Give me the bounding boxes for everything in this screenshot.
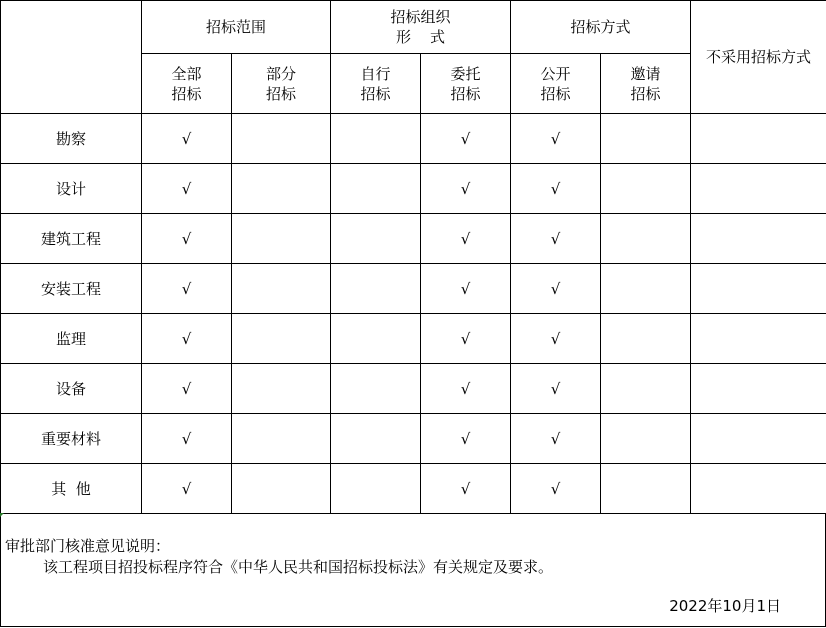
cell-marker xyxy=(0,513,4,517)
empty-cell xyxy=(601,214,691,264)
check-mark: √ xyxy=(550,129,561,148)
empty-cell xyxy=(601,164,691,214)
empty-cell xyxy=(691,164,826,214)
check-mark-cell xyxy=(511,314,601,364)
subheader-self: 自行 招标 xyxy=(331,54,421,114)
check-mark-cell xyxy=(142,114,232,164)
empty-cell xyxy=(331,464,421,514)
check-mark-cell xyxy=(421,164,511,214)
empty-cell xyxy=(331,214,421,264)
check-mark-cell xyxy=(421,464,511,514)
table-row xyxy=(1,314,826,364)
row-label: 设备 xyxy=(1,364,142,414)
empty-cell xyxy=(331,114,421,164)
check-mark: √ xyxy=(460,429,471,448)
row-label: 设计 xyxy=(1,164,142,214)
empty-cell xyxy=(691,414,826,464)
check-mark-cell xyxy=(421,314,511,364)
check-mark-cell xyxy=(142,264,232,314)
table-row xyxy=(1,164,826,214)
row-label: 安装工程 xyxy=(1,264,142,314)
check-mark-cell xyxy=(511,164,601,214)
check-mark: √ xyxy=(181,129,192,148)
check-mark-cell xyxy=(142,364,232,414)
check-mark: √ xyxy=(550,379,561,398)
empty-cell xyxy=(232,414,331,464)
check-mark: √ xyxy=(181,379,192,398)
empty-cell xyxy=(232,314,331,364)
check-mark: √ xyxy=(550,479,561,498)
empty-cell xyxy=(691,214,826,264)
empty-cell xyxy=(691,464,826,514)
check-mark-cell xyxy=(421,414,511,464)
subheader-full: 全部 招标 xyxy=(142,54,232,114)
check-mark-cell xyxy=(511,464,601,514)
table-row xyxy=(1,114,826,164)
corner-cell xyxy=(1,1,142,114)
subheader-partial: 部分 招标 xyxy=(232,54,331,114)
empty-cell xyxy=(691,314,826,364)
empty-cell xyxy=(691,114,826,164)
check-mark-cell xyxy=(511,264,601,314)
empty-cell xyxy=(232,214,331,264)
check-mark-cell xyxy=(511,114,601,164)
row-label: 勘察 xyxy=(1,114,142,164)
empty-cell xyxy=(601,414,691,464)
check-mark: √ xyxy=(460,329,471,348)
check-mark: √ xyxy=(550,229,561,248)
header-scope: 招标范围 xyxy=(142,1,331,54)
empty-cell xyxy=(601,114,691,164)
empty-cell xyxy=(232,114,331,164)
check-mark: √ xyxy=(181,329,192,348)
row-label: 重要材料 xyxy=(1,414,142,464)
empty-cell xyxy=(601,364,691,414)
check-mark-cell xyxy=(142,214,232,264)
note-title: 审批部门核准意见说明： xyxy=(5,537,171,555)
header-organization: 招标组织 形 式 xyxy=(331,1,511,54)
note-date: 2022年10月1日 xyxy=(669,597,781,615)
empty-cell xyxy=(331,164,421,214)
check-mark-cell xyxy=(511,214,601,264)
check-mark: √ xyxy=(460,179,471,198)
empty-cell xyxy=(331,414,421,464)
empty-cell xyxy=(331,264,421,314)
check-mark-cell xyxy=(142,314,232,364)
empty-cell xyxy=(691,264,826,314)
row-label: 监理 xyxy=(1,314,142,364)
subheader-invited: 邀请 招标 xyxy=(601,54,691,114)
check-mark: √ xyxy=(550,179,561,198)
check-mark: √ xyxy=(181,279,192,298)
approval-note xyxy=(0,513,826,627)
empty-cell xyxy=(601,314,691,364)
empty-cell xyxy=(232,264,331,314)
empty-cell xyxy=(601,464,691,514)
subheader-open: 公开 招标 xyxy=(511,54,601,114)
check-mark-cell xyxy=(421,264,511,314)
row-label: 其 他 xyxy=(1,464,142,514)
check-mark: √ xyxy=(181,179,192,198)
check-mark: √ xyxy=(181,429,192,448)
check-mark: √ xyxy=(181,229,192,248)
table-row xyxy=(1,364,826,414)
check-mark-cell xyxy=(142,164,232,214)
check-mark-cell xyxy=(142,464,232,514)
empty-cell xyxy=(232,364,331,414)
header-method: 招标方式 xyxy=(511,1,691,54)
check-mark: √ xyxy=(550,329,561,348)
table-row xyxy=(1,414,826,464)
row-label: 建筑工程 xyxy=(1,214,142,264)
empty-cell xyxy=(331,364,421,414)
check-mark-cell xyxy=(511,364,601,414)
check-mark-cell xyxy=(421,114,511,164)
check-mark: √ xyxy=(460,379,471,398)
check-mark: √ xyxy=(460,479,471,498)
header-no-bidding: 不采用招标方式 xyxy=(691,1,826,114)
check-mark-cell xyxy=(142,414,232,464)
empty-cell xyxy=(232,464,331,514)
table-row xyxy=(1,264,826,314)
check-mark: √ xyxy=(460,229,471,248)
empty-cell xyxy=(331,314,421,364)
empty-cell xyxy=(232,164,331,214)
check-mark-cell xyxy=(421,214,511,264)
empty-cell xyxy=(691,364,826,414)
check-mark: √ xyxy=(460,279,471,298)
empty-cell xyxy=(601,264,691,314)
subheader-entrusted: 委托 招标 xyxy=(421,54,511,114)
check-mark: √ xyxy=(181,479,192,498)
check-mark: √ xyxy=(550,279,561,298)
check-mark: √ xyxy=(550,429,561,448)
note-body: 该工程项目招投标程序符合《中华人民共和国招标投标法》有关规定及要求。 xyxy=(43,558,554,576)
check-mark: √ xyxy=(460,129,471,148)
check-mark-cell xyxy=(511,414,601,464)
table-row xyxy=(1,464,826,514)
check-mark-cell xyxy=(421,364,511,414)
table-row xyxy=(1,214,826,264)
